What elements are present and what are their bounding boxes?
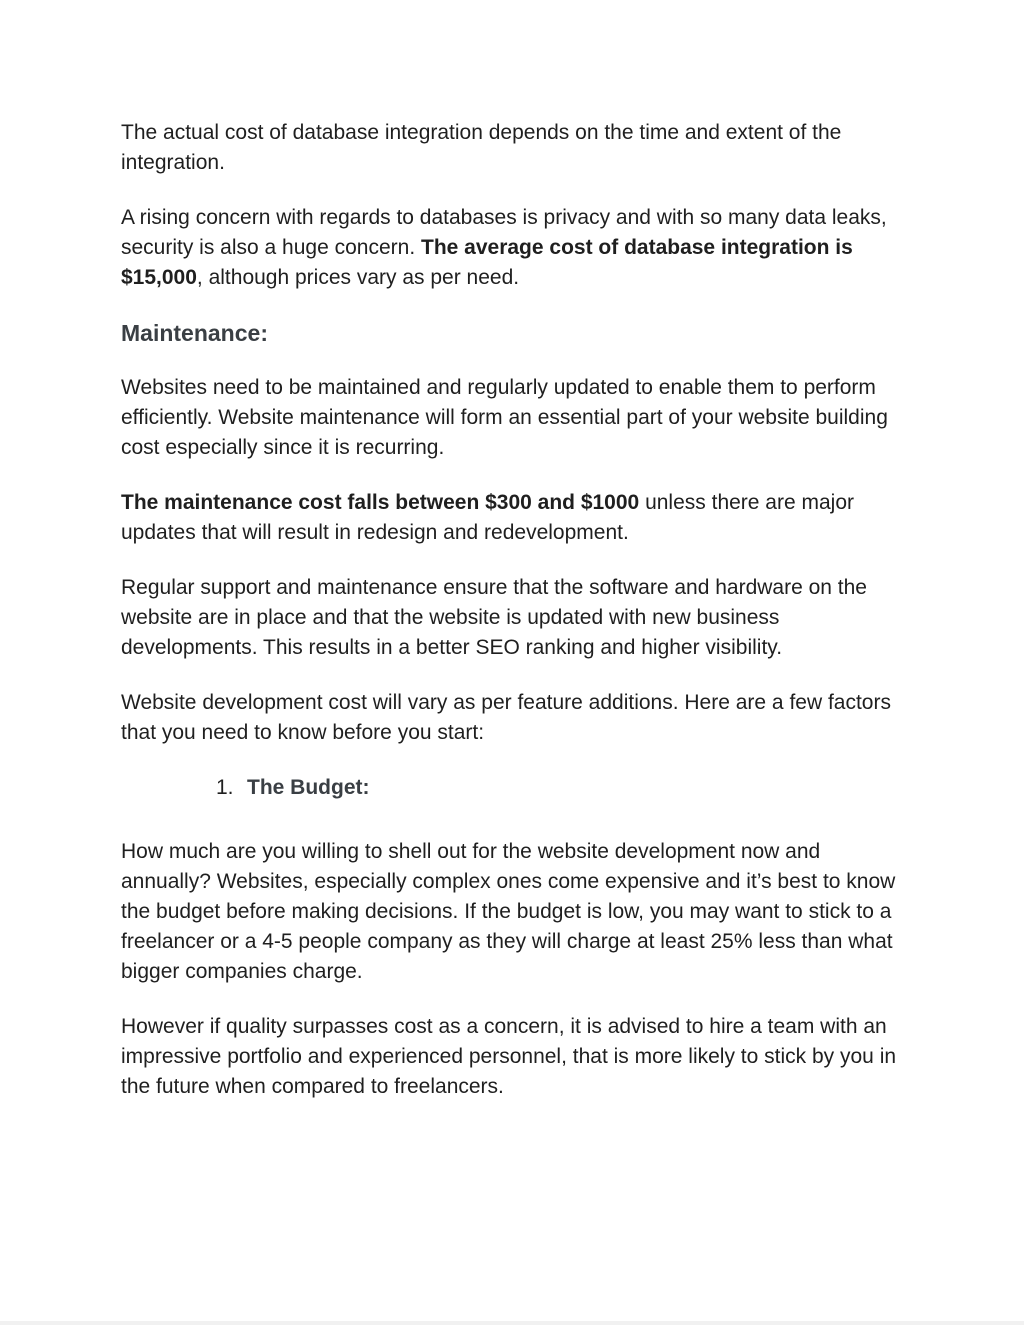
paragraph-maintenance-intro: Websites need to be maintained and regularly updated to enable them to perform efficiently. Website maintenance will form an essential part of your website building cost especially since it is recurring. — [121, 376, 888, 459]
paragraph-support: Regular support and maintenance ensure that the software and hardware on the website are in place and that the website is updated with new business developments. This results in a better SEO ranking and higher visibility. — [121, 576, 867, 659]
paragraph-budget: How much are you willing to shell out for the website development now and annually? Websites, especially complex ones come expensive and it’s best to know the budget before making decisions. If the budget is low, you may want to stick to a freelancer or a 4-5 people company as they will charge at least 25% less than what bigger companies charge. — [121, 840, 896, 983]
paragraph-database-cost: The actual cost of database integration depends on the time and extent of the integration. — [121, 121, 842, 174]
paragraph-maintenance-cost — [121, 488, 911, 548]
section-heading-maintenance: Maintenance: — [121, 320, 268, 346]
paragraph-privacy-concern — [121, 203, 911, 293]
highlight-database-average-cost: The average cost of database integration is $15,000 — [121, 236, 853, 289]
paragraph-factors-intro: Website development cost will vary as per feature additions. Here are a few factors that you need to know before you start: — [121, 691, 891, 744]
page-bottom-divider — [0, 1321, 1024, 1325]
paragraph-maintenance-cost-tail: unless there are major updates that will result in redesign and redevelopment. — [121, 491, 855, 544]
paragraph-privacy-tail: , although prices vary as per need. — [196, 266, 520, 289]
list-item — [216, 773, 911, 803]
document-body — [121, 118, 911, 1127]
list-item-number: 1. — [216, 776, 234, 799]
highlight-maintenance-cost: The maintenance cost falls between $300 and $1000 — [121, 491, 640, 514]
list-item-heading-budget: The Budget: — [247, 776, 370, 799]
paragraph-quality: However if quality surpasses cost as a concern, it is advised to hire a team with an impressive portfolio and experienced personnel, that is more likely to stick by you in the future when compared to freelancers. — [121, 1015, 897, 1098]
paragraph-privacy-text: A rising concern with regards to databases is privacy and with so many data leaks, security is also a huge concern. — [121, 206, 887, 259]
factors-list — [121, 773, 911, 803]
